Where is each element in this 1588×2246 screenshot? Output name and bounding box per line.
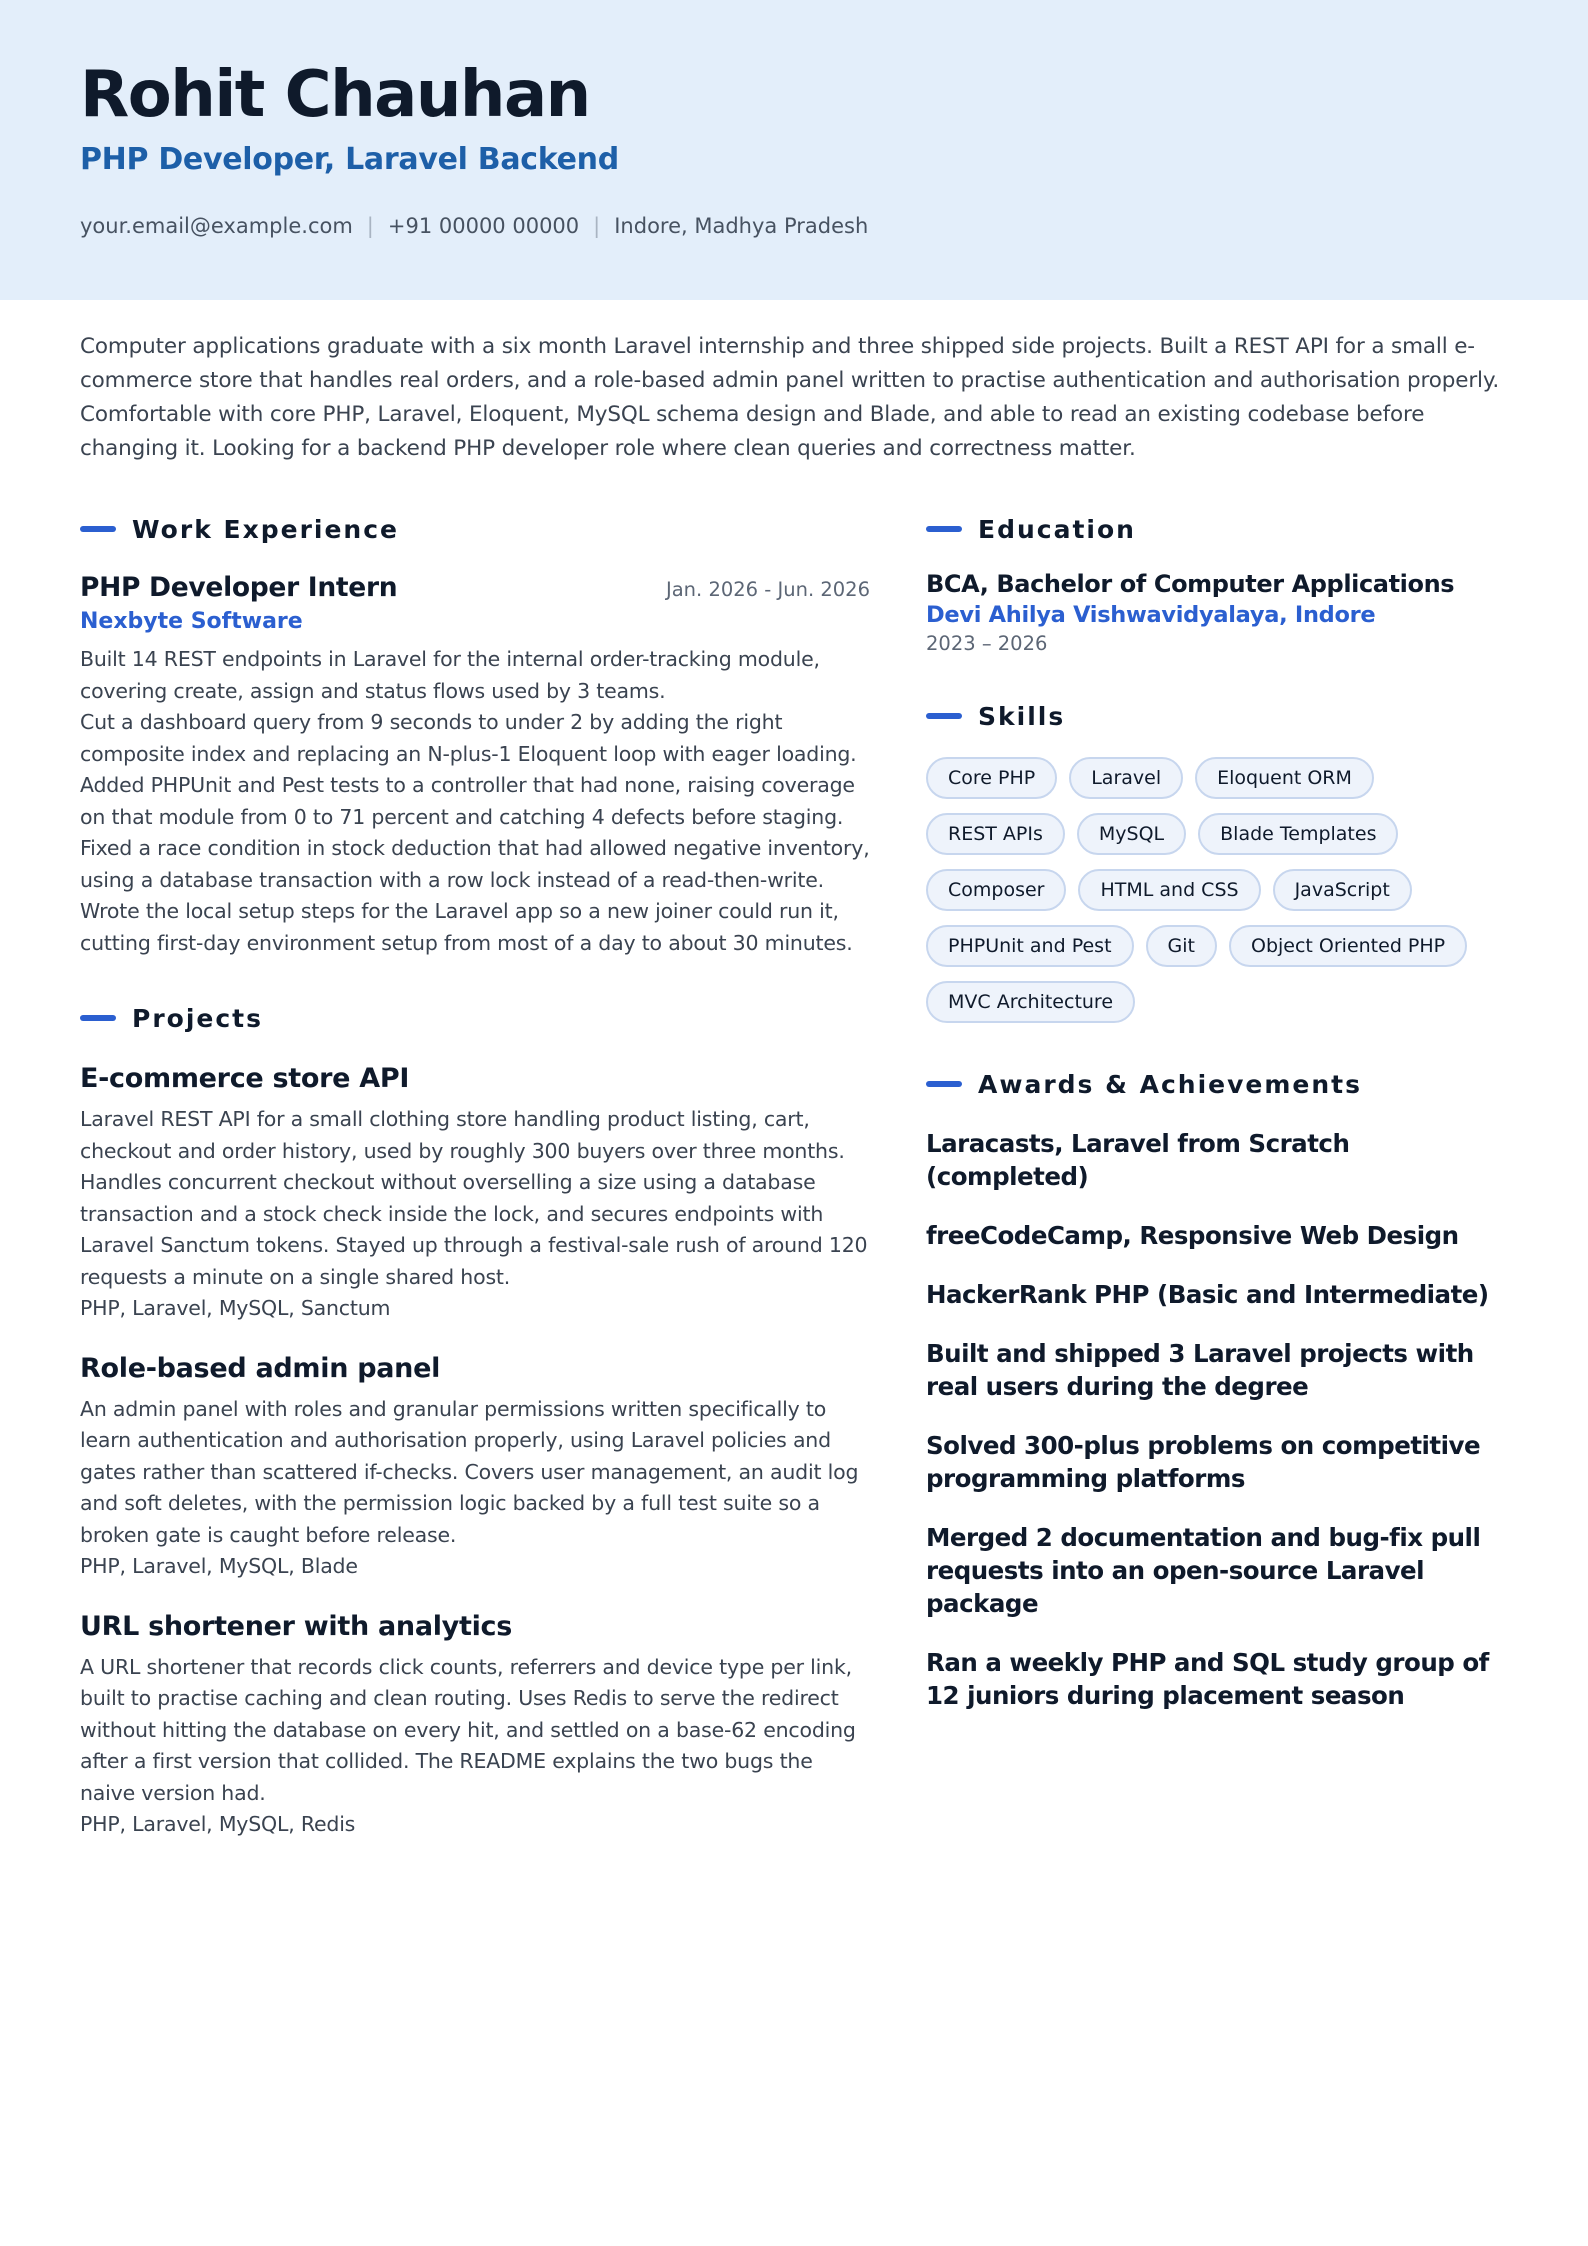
education-degree: BCA, Bachelor of Computer Applications xyxy=(926,570,1455,598)
skill-pill: Core PHP xyxy=(926,757,1057,799)
award-item: freeCodeCamp, Responsive Web Design xyxy=(926,1221,1459,1250)
candidate-name: Rohit Chauhan xyxy=(80,58,590,132)
job-entry xyxy=(80,572,870,959)
job-bullet: Fixed a race condition in stock deduction that had allowed negative inventory, using a database transaction with a row lock instead of a read-then-write. xyxy=(80,836,870,892)
section-heading-projects xyxy=(80,1001,870,1035)
section-heading-awards xyxy=(926,1067,1516,1101)
heading-accent-bar xyxy=(926,526,962,532)
project-tech: PHP, Laravel, MySQL, Redis xyxy=(80,1812,356,1836)
education-years: 2023 – 2026 xyxy=(926,632,1048,655)
project-description: Laravel REST API for a small clothing store handling product listing, cart, checkout and order history, used by roughly 300 buyers over three months. Handles concurrent checkout without overselling a size using a database transaction and a stock check inside the lock, and secures endpoints with Laravel Sanctum tokens. Stayed up through a festival-sale rush of around 120 requests a minute on a single shared host. xyxy=(80,1107,868,1289)
contact-separator: | xyxy=(593,214,601,238)
job-bullet: Added PHPUnit and Pest tests to a controller that had none, raising coverage on that module from 0 to 71 percent and catching 4 defects before staging. xyxy=(80,773,855,829)
skill-pill: Blade Templates xyxy=(1198,813,1398,855)
award-item: Built and shipped 3 Laravel projects with real users during the degree xyxy=(926,1339,1474,1401)
job-dates: Jan. 2026 - Jun. 2026 xyxy=(665,578,870,601)
award-item: Laracasts, Laravel from Scratch (completed) xyxy=(926,1129,1350,1191)
heading-accent-bar xyxy=(926,1081,962,1087)
project-description: A URL shortener that records click counts, referrers and device type per link, built to practise caching and clean routing. Uses Redis to serve the redirect without hitting the database on every hit, and settled on a base-62 encoding after a first version that collided. The README explains the two bugs the naive version had. xyxy=(80,1654,856,1805)
skill-pill: Laravel xyxy=(1069,757,1183,799)
project-entry xyxy=(80,1063,870,1325)
skill-pill: MySQL xyxy=(1077,813,1186,855)
skill-pill: REST APIs xyxy=(926,813,1065,855)
education-school: Devi Ahilya Vishwavidyalaya, Indore xyxy=(926,602,1376,628)
skill-pill: Composer xyxy=(926,869,1066,911)
skills-list xyxy=(926,757,1516,1023)
award-item: Solved 300-plus problems on competitive programming platforms xyxy=(926,1431,1481,1493)
job-bullet: Built 14 REST endpoints in Laravel for the internal order-tracking module, covering create, assign and status flows used by 3 teams. xyxy=(80,647,820,703)
contact-separator: | xyxy=(366,214,374,238)
contact-email: your.email@example.com xyxy=(80,214,353,238)
skill-pill: Object Oriented PHP xyxy=(1229,925,1467,967)
heading-accent-bar xyxy=(80,1015,116,1021)
job-bullets xyxy=(80,644,870,959)
skill-pill: Eloquent ORM xyxy=(1195,757,1374,799)
summary-paragraph: Computer applications graduate with a six month Laravel internship and three shipped side projects. Built a REST API for a small e-commerce store that handles real orders, and a role-based admin panel written to practise authentication and authorisation properly. Comfortable with core PHP, Laravel, Eloquent, MySQL schema design and Blade, and able to read an existing codebase before changing it. Looking for a backend PHP developer role where clean queries and correctness matter. xyxy=(80,334,1500,461)
skill-pill: MVC Architecture xyxy=(926,981,1135,1023)
skill-pill: Git xyxy=(1146,925,1217,967)
section-heading-experience xyxy=(80,512,870,546)
section-heading-text: Projects xyxy=(132,1003,264,1033)
project-title: E-commerce store API xyxy=(80,1063,410,1094)
candidate-title: PHP Developer, Laravel Backend xyxy=(80,142,619,177)
job-bullet: Cut a dashboard query from 9 seconds to under 2 by adding the right composite index and replacing an N-plus-1 Eloquent loop with eager loading. xyxy=(80,710,857,766)
heading-accent-bar xyxy=(80,526,116,532)
contact-phone: +91 00000 00000 xyxy=(387,214,580,238)
award-item: Ran a weekly PHP and SQL study group of 12 juniors during placement season xyxy=(926,1648,1489,1710)
skill-pill: PHPUnit and Pest xyxy=(926,925,1134,967)
project-description: An admin panel with roles and granular permissions written specifically to learn authentication and authorisation properly, using Laravel policies and gates rather than scattered if-checks. Covers user management, an audit log and soft deletes, with the permission logic backed by a full test suite so a broken gate is caught before release. xyxy=(80,1396,859,1547)
project-tech: PHP, Laravel, MySQL, Blade xyxy=(80,1554,358,1578)
section-heading-education xyxy=(926,512,1516,546)
project-title: URL shortener with analytics xyxy=(80,1610,513,1642)
contact-line xyxy=(80,214,868,238)
skill-pill: JavaScript xyxy=(1273,869,1412,911)
job-bullet: Wrote the local setup steps for the Laravel app so a new joiner could run it, cutting first-day environment setup from most of a day to about 30 minutes. xyxy=(80,899,853,955)
project-entry xyxy=(80,1611,870,1841)
section-heading-text: Work Experience xyxy=(132,514,399,544)
skill-pill: HTML and CSS xyxy=(1078,869,1260,911)
project-entry xyxy=(80,1353,870,1583)
section-heading-text: Awards & Achievements xyxy=(978,1069,1363,1099)
left-column xyxy=(80,512,870,1841)
job-company: Nexbyte Software xyxy=(80,609,303,634)
heading-accent-bar xyxy=(926,713,962,719)
project-tech: PHP, Laravel, MySQL, Sanctum xyxy=(80,1296,391,1320)
contact-location: Indore, Madhya Pradesh xyxy=(614,214,869,238)
job-title: PHP Developer Intern xyxy=(80,572,398,603)
section-heading-text: Skills xyxy=(978,701,1066,731)
section-heading-skills xyxy=(926,699,1516,733)
section-heading-text: Education xyxy=(978,514,1136,544)
project-title: Role-based admin panel xyxy=(80,1352,441,1384)
resume-header xyxy=(0,0,1588,300)
awards-list xyxy=(926,1127,1516,1712)
award-item: HackerRank PHP (Basic and Intermediate) xyxy=(926,1280,1489,1309)
right-column xyxy=(926,512,1516,1712)
award-item: Merged 2 documentation and bug-fix pull requests into an open-source Laravel package xyxy=(926,1523,1481,1618)
